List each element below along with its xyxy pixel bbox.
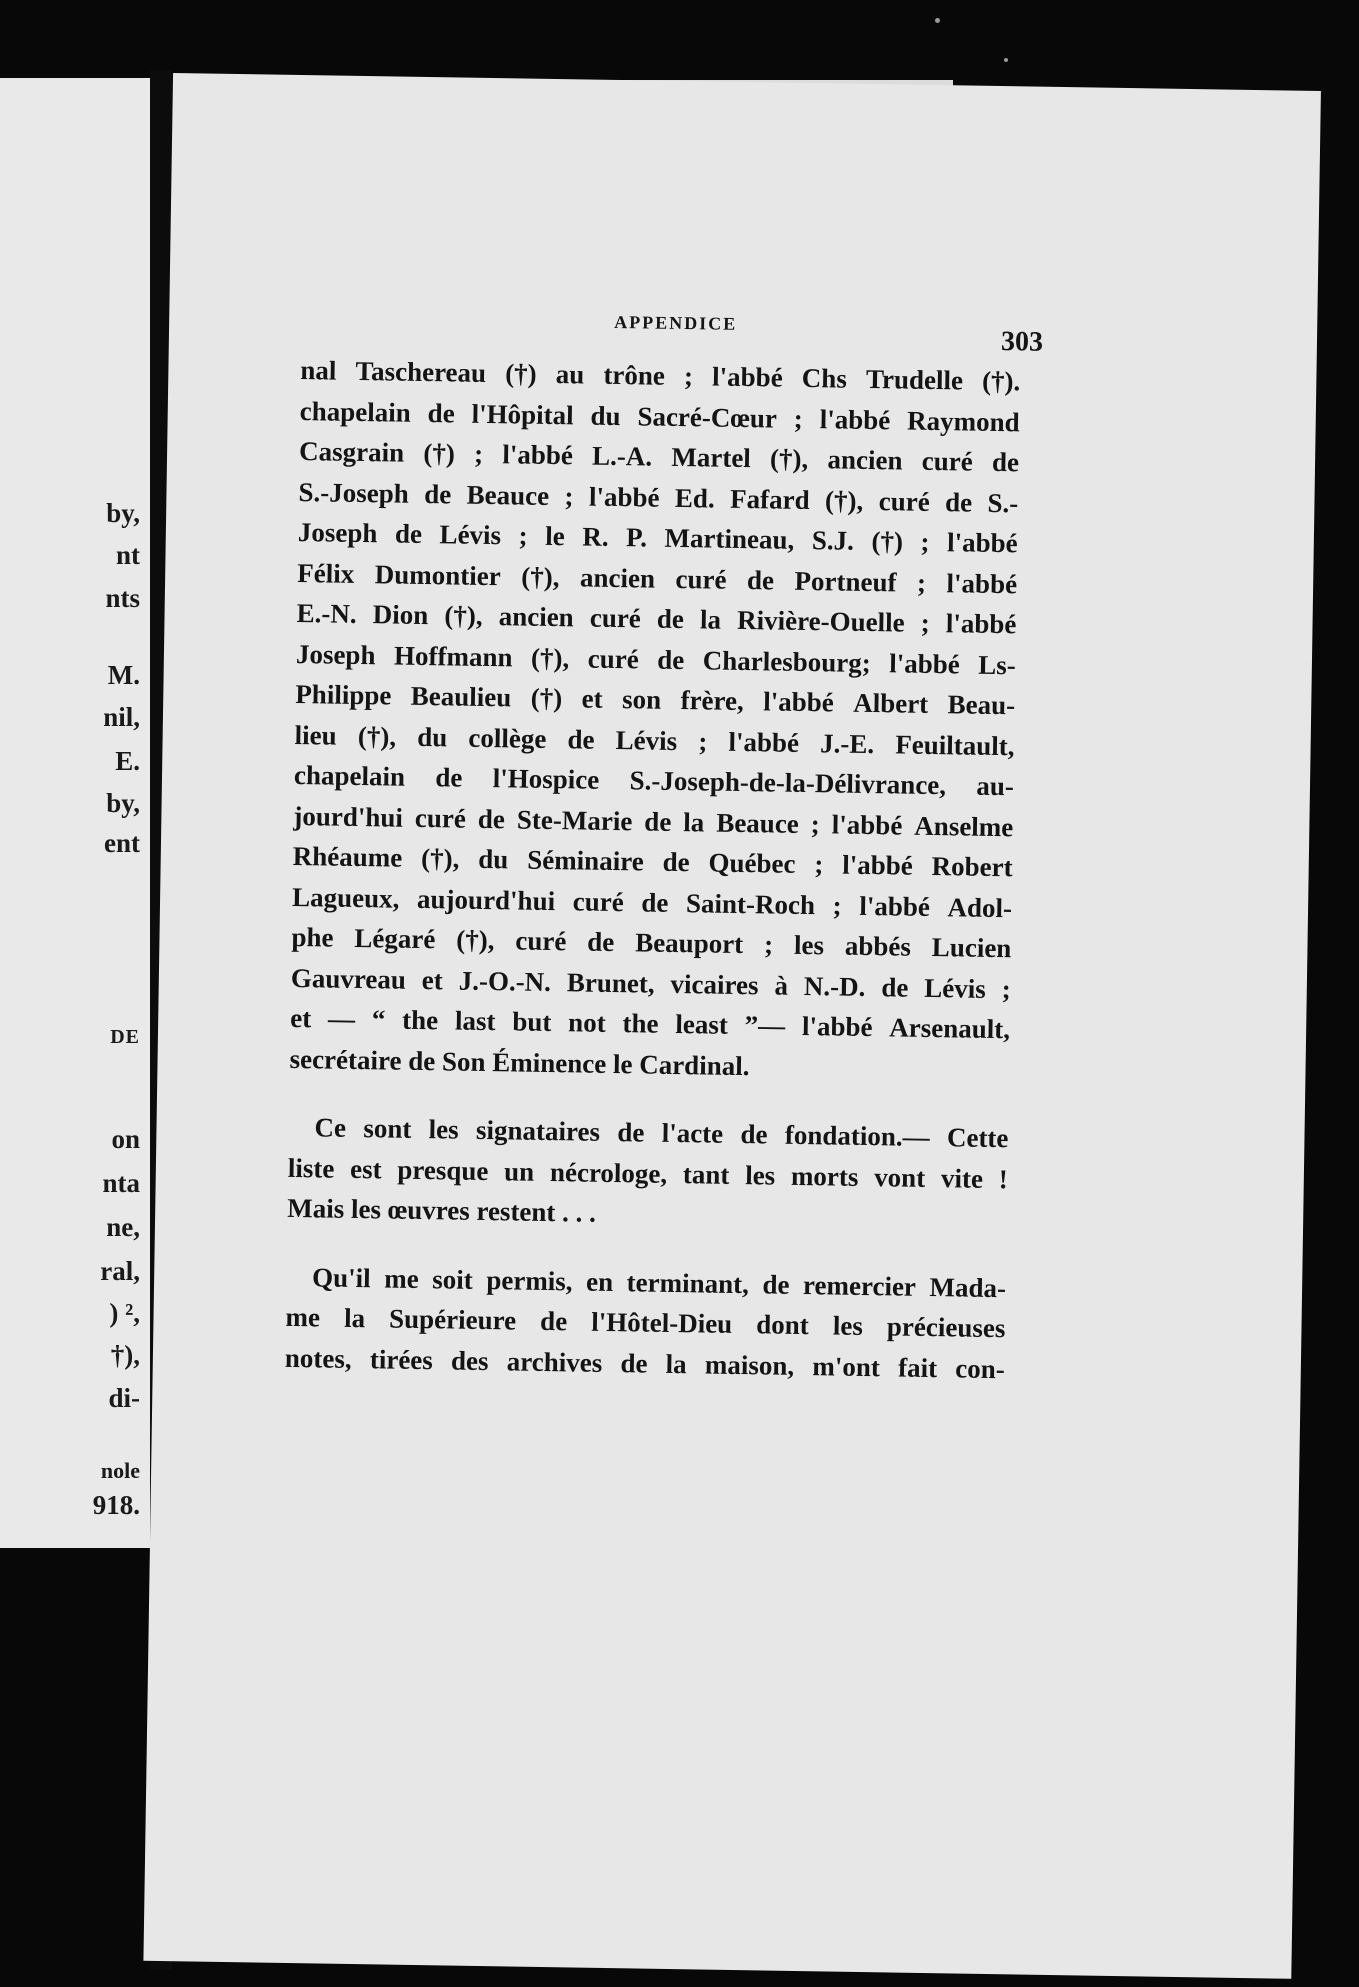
book-page [143,73,1321,1979]
text-line: chapelain de l'Hospice S.-Joseph-de-la-Délivrance, au- [293,759,1015,802]
text-line: E.-N. Dion (†), ancien curé de la Rivière-Ouelle ; l'abbé [296,597,1017,640]
left-page-fragment: nt [115,540,140,570]
text-line: me la Supérieure de l'Hôtel-Dieu dont les précieuses [285,1301,1006,1344]
left-page-fragment: †), [110,1340,140,1370]
text-line: Gauvreau et J.-O.-N. Brunet, vicaires à N.-D. de Lévis ; [290,962,1011,1004]
page-number: 303 [1000,326,1044,358]
text-line: secrétaire de Son Éminence le Cardinal. [289,1043,750,1081]
left-page-fragment: on [111,1124,140,1154]
text-line: lieu (†), du collège de Lévis ; l'abbé J.-E. Feuiltault, [294,719,1015,761]
text-line: phe Légaré (†), curé de Beauport ; les abbés Lucien [291,921,1012,964]
left-page-fragment: DE [110,1026,140,1048]
text-line: Casgrain (†) ; l'abbé L.-A. Martel (†), ancien curé de [298,436,1020,478]
left-page-fragment: E. [115,746,140,776]
left-page-fragment: nts [105,583,140,613]
left-page-fragment: nole [100,1458,140,1483]
left-page-fragment: ral, [100,1256,140,1286]
text-line: chapelain de l'Hôpital du Sacré-Cœur ; l'abbé Raymond [299,395,1020,437]
text-line: S.-Joseph de Beauce ; l'abbé Ed. Fafard (†), curé de S.- [298,476,1019,518]
text-line: Félix Dumontier (†), ancien curé de Portneuf ; l'abbé [297,557,1018,599]
text-line: notes, tirées des archives de la maison, m'ont fait con- [284,1342,1006,1384]
text-line: jourd'hui curé de Ste-Marie de la Beauce ; l'abbé Anselme [293,800,1014,842]
dust-speck [1004,58,1008,62]
left-page-fragment: M. [107,660,140,690]
text-line: nal Taschereau (†) au trône ; l'abbé Chs Trudelle (†). [300,355,1021,397]
left-page-fragment: nil, [103,702,140,732]
running-head: APPENDICE [614,311,738,334]
left-page-fragment: 918. [92,1490,140,1520]
text-line: Mais les œuvres restent . . . [287,1192,597,1228]
text-line: Lagueux, aujourd'hui curé de Saint-Roch ; l'abbé Adol- [291,881,1013,923]
text-line: Joseph de Lévis ; le R. P. Martineau, S.J. (†) ; l'abbé [297,517,1018,559]
text-line: liste est presque un nécrologe, tant les morts vont vite ! [287,1152,1008,1194]
text-line: Joseph Hoffmann (†), curé de Charlesbourg; l'abbé Ls- [295,638,1017,680]
left-page-edge [0,78,150,1548]
left-page-fragment: nta [102,1168,140,1198]
body-text [285,350,1021,1389]
left-page-fragment: ne, [106,1212,140,1242]
text-line: Philippe Beaulieu (†) et son frère, l'abbé Albert Beau- [295,678,1016,721]
left-page-fragment: ent [104,828,140,858]
left-page-fragment: by, [106,788,140,818]
text-line: et — “ the last but not the least ”— l'abbé Arsenault, [290,1002,1011,1045]
text-line: Ce sont les signataires de l'acte de fondation.— Cette [314,1112,1009,1154]
text-line: Rhéaume (†), du Séminaire de Québec ; l'abbé Robert [292,840,1013,883]
text-line: Qu'il me soit permis, en terminant, de remercier Mada- [311,1261,1007,1303]
dust-speck [935,18,940,23]
left-page-fragment: by, [106,498,140,528]
left-page-fragment: ) ², [109,1298,140,1328]
left-page-fragment: di- [108,1383,140,1413]
